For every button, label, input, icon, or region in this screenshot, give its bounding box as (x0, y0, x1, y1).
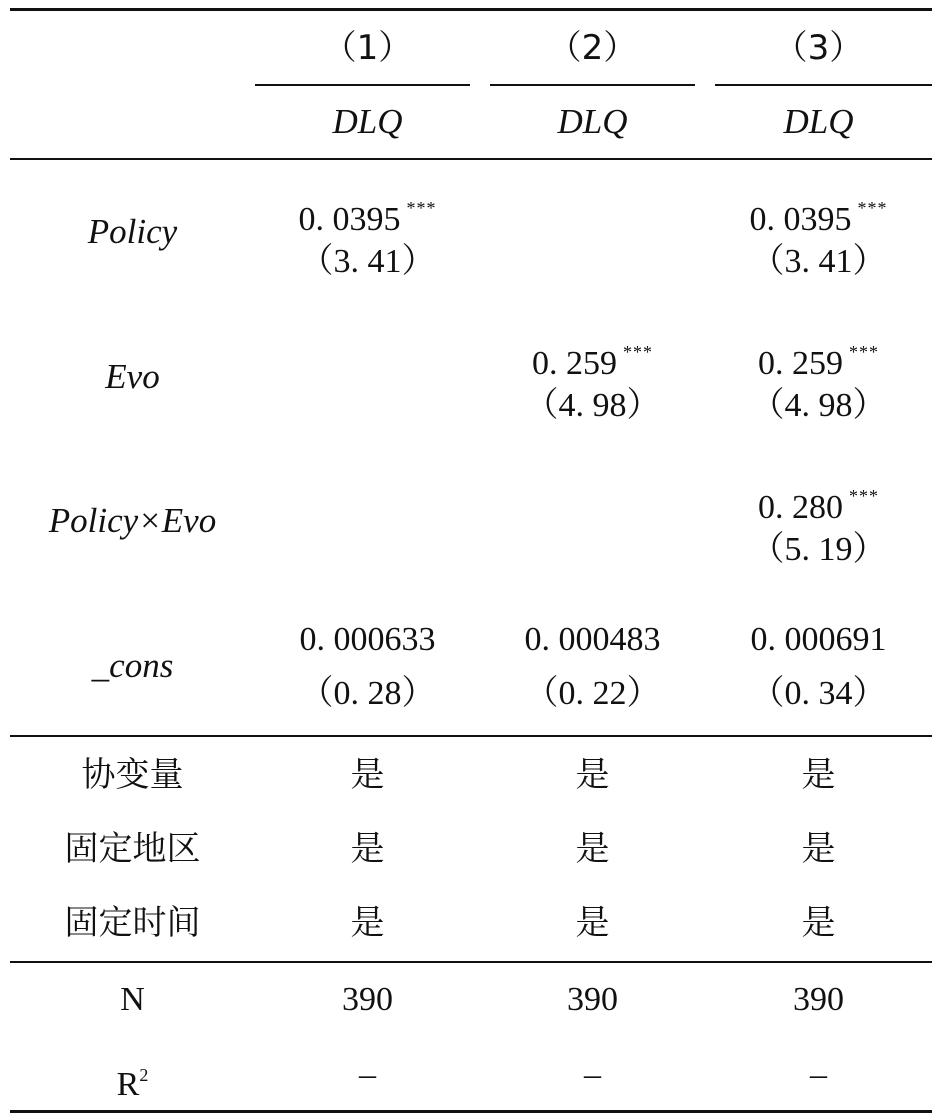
coefficient (705, 476, 932, 528)
control-indicator: 是 (801, 829, 836, 869)
row-label-time-fe: 固定时间 (64, 903, 201, 943)
coefficient (705, 332, 932, 384)
r-squared-value: – (359, 1056, 376, 1093)
t-statistic: （4. 98） (524, 387, 661, 424)
control-indicator: 是 (575, 903, 610, 943)
control-indicator: 是 (575, 829, 610, 869)
row-label-policy-x-evo: Policy×Evo (48, 501, 217, 540)
r-squared-value: – (584, 1056, 601, 1093)
row-label-covariates: 协变量 (81, 755, 184, 795)
coefficient-value: 0. 259 (758, 345, 843, 382)
coefficient-value: 0. 280 (758, 489, 843, 526)
column-number: （2） (547, 28, 638, 68)
coefficient-value: 0. 0395 (298, 201, 401, 238)
column-number: （1） (322, 28, 413, 68)
dependent-variable: DLQ (332, 102, 403, 141)
regression-table (10, 0, 932, 1120)
coefficient (480, 332, 705, 384)
body-rule (10, 735, 932, 737)
significance-stars: *** (406, 198, 437, 218)
observation-count: 390 (793, 981, 844, 1018)
t-statistic: （3. 41） (750, 243, 887, 280)
row-label-cons: _cons (91, 646, 174, 685)
dependent-variable: DLQ (783, 102, 854, 141)
col2-subrule (490, 84, 695, 86)
row-label-r-squared (10, 1055, 255, 1105)
t-statistic: （3. 41） (299, 243, 436, 280)
coefficient-value: 0. 259 (532, 345, 617, 382)
coefficient-value: 0. 000633 (299, 621, 436, 658)
r-squared-base: R (116, 1066, 140, 1103)
bottom-rule (10, 1110, 932, 1113)
t-statistic: （0. 34） (750, 675, 887, 712)
coefficient (705, 188, 932, 240)
control-indicator: 是 (801, 755, 836, 795)
header-rule (10, 158, 932, 160)
significance-stars: *** (857, 198, 888, 218)
control-indicator: 是 (575, 755, 610, 795)
control-indicator: 是 (350, 903, 385, 943)
observation-count: 390 (567, 981, 618, 1018)
col1-subrule (255, 84, 470, 86)
row-label-n: N (120, 981, 145, 1018)
control-indicator: 是 (350, 755, 385, 795)
col3-subrule (715, 84, 932, 86)
controls-rule (10, 961, 932, 963)
coefficient-value: 0. 0395 (749, 201, 852, 238)
coefficient-value: 0. 000691 (750, 621, 887, 658)
significance-stars: *** (849, 342, 879, 362)
control-indicator: 是 (350, 829, 385, 869)
coefficient-value: 0. 000483 (524, 621, 661, 658)
t-statistic: （0. 28） (299, 675, 436, 712)
control-indicator: 是 (801, 903, 836, 943)
dependent-variable: DLQ (557, 102, 628, 141)
t-statistic: （5. 19） (750, 531, 887, 568)
significance-stars: *** (849, 486, 879, 506)
coefficient (255, 188, 480, 240)
t-statistic: （0. 22） (524, 675, 661, 712)
observation-count: 390 (342, 981, 393, 1018)
t-statistic: （4. 98） (750, 387, 887, 424)
row-label-region-fe: 固定地区 (64, 829, 201, 869)
r-squared-exponent: 2 (139, 1065, 149, 1085)
significance-stars: *** (623, 342, 653, 362)
row-label-evo: Evo (105, 357, 160, 396)
r-squared-value: – (810, 1056, 827, 1093)
row-label-policy: Policy (87, 212, 178, 251)
top-rule (10, 8, 932, 11)
column-number: （3） (773, 28, 864, 68)
